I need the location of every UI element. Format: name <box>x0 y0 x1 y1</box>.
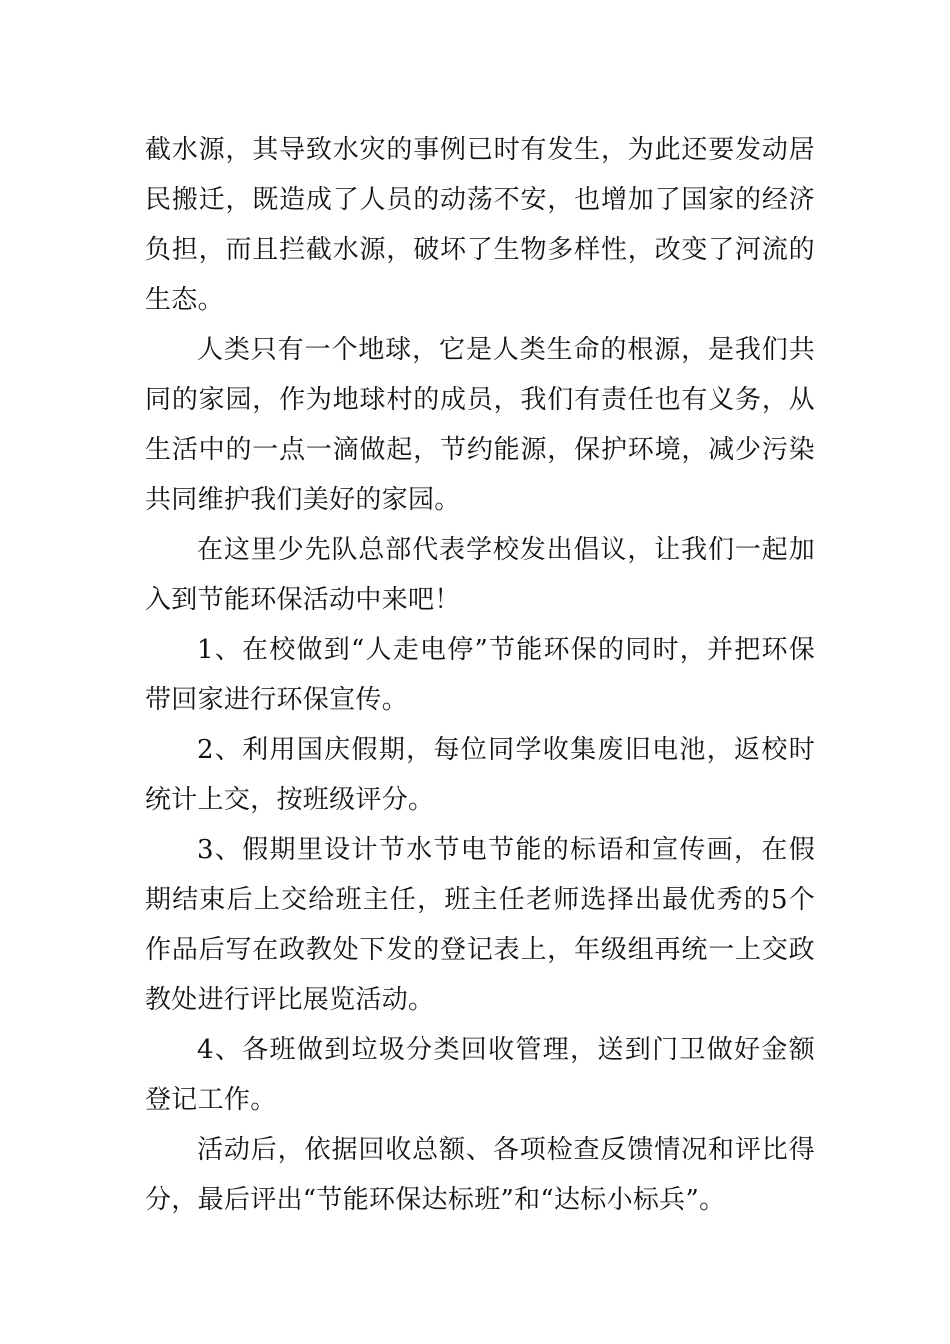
paragraph-1: 截水源，其导致水灾的事例已时有发生，为此还要发动居民搬迁，既造成了人员的动荡不安，也增加了国家的经济负担，而且拦截水源，破坏了生物多样性，改变了河流的生态。 <box>145 135 815 315</box>
list-item-3: 3、假期里设计节水节电节能的标语和宣传画，在假期结束后上交给班主任，班主任老师选择出最优秀的5个作品后写在政教处下发的登记表上，年级组再统一上交政教处进行评比展览活动。 <box>145 835 815 1015</box>
list-item-1: 1、在校做到“人走电停”节能环保的同时，并把环保带回家进行环保宣传。 <box>145 635 815 715</box>
list-item-4: 4、各班做到垃圾分类回收管理，送到门卫做好金额登记工作。 <box>145 1035 815 1115</box>
paragraph-conclusion: 活动后，依据回收总额、各项检查反馈情况和评比得分，最后评出“节能环保达标班”和“达标小标兵”。 <box>145 1135 815 1215</box>
paragraph-2: 人类只有一个地球，它是人类生命的根源，是我们共同的家园，作为地球村的成员，我们有责任也有义务，从生活中的一点一滴做起，节约能源，保护环境，减少污染共同维护我们美好的家园。 <box>145 335 815 515</box>
list-item-2: 2、利用国庆假期，每位同学收集废旧电池，返校时统计上交，按班级评分。 <box>145 735 815 815</box>
paragraph-3: 在这里少先队总部代表学校发出倡议，让我们一起加入到节能环保活动中来吧！ <box>145 535 815 615</box>
document-body <box>145 125 815 1225</box>
